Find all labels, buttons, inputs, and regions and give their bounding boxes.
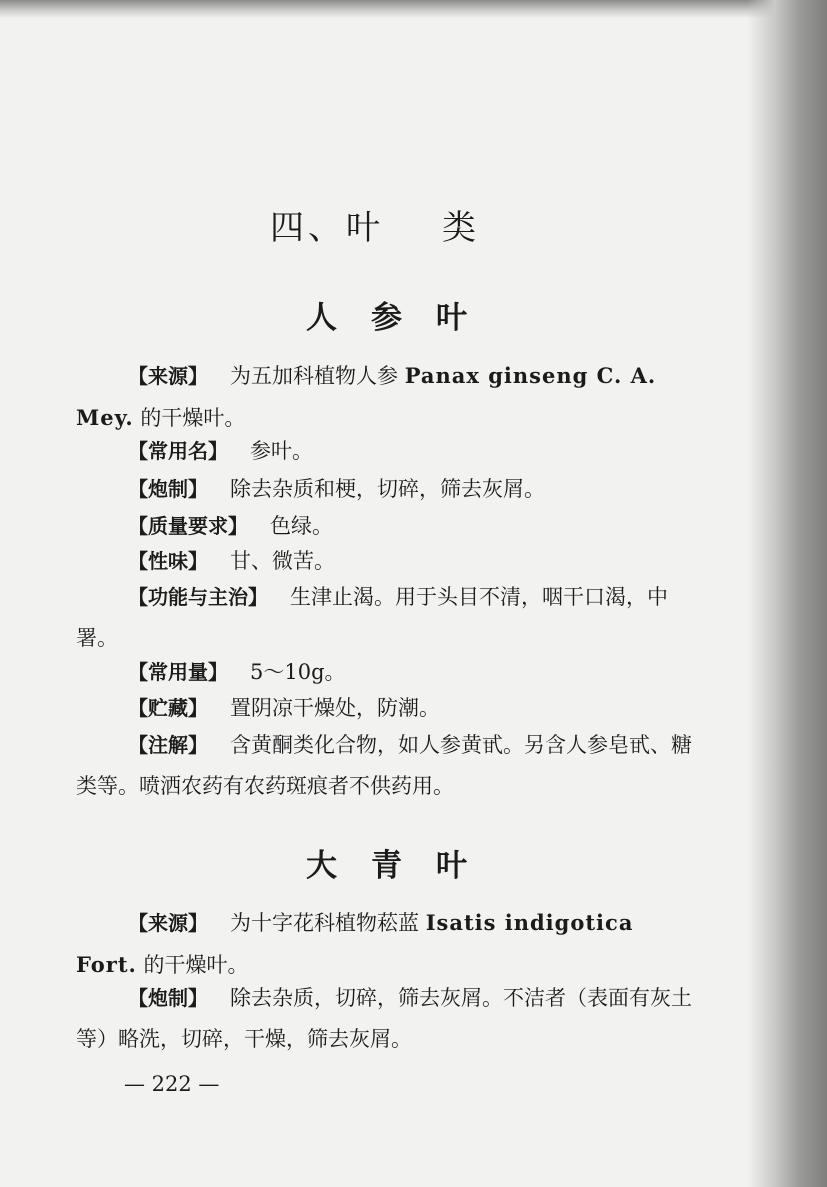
entry-tag: 【来源】	[128, 364, 208, 388]
entry-tag: 【功能与主治】	[128, 585, 268, 609]
entry-dosage	[76, 652, 698, 693]
entry-text: 为五加科植物人参	[230, 364, 405, 388]
entry-tag: 【性味】	[128, 549, 208, 573]
entry-tag: 【注解】	[128, 733, 208, 757]
entry-text: 含黄酮类化合物，如人参黄甙。另含人参皂甙、糖类等。喷洒农药有农药斑痕者不供药用。	[76, 733, 692, 798]
entry-text: 色绿。	[270, 514, 333, 538]
entry-storage	[76, 688, 698, 729]
entry-source	[76, 902, 698, 986]
entry-processing	[76, 978, 698, 1060]
entry-tag: 【来源】	[128, 911, 208, 935]
entry-processing	[76, 469, 698, 510]
section-title-renshenye: 人参叶	[306, 300, 501, 336]
entry-text: 5～10g。	[250, 660, 346, 684]
entry-text-after: 的干燥叶。	[133, 406, 246, 430]
entry-tag: 【质量要求】	[128, 514, 248, 538]
entry-text: 生津止渴。用于头目不清，咽干口渴，中署。	[76, 585, 668, 650]
entry-text: 除去杂质和梗，切碎，筛去灰屑。	[230, 477, 545, 501]
page-number: — 222 —	[124, 1072, 220, 1096]
section-title-daqingye: 大青叶	[306, 848, 501, 884]
entry-tag: 【常用量】	[128, 660, 228, 684]
latin-name: Isatis indigotica Fort.	[76, 910, 634, 977]
entry-common-name	[76, 431, 698, 472]
entry-text: 为十字花科植物菘蓝	[230, 911, 426, 935]
entry-text: 置阴凉干燥处，防潮。	[230, 696, 440, 720]
entry-text: 甘、微苦。	[230, 549, 335, 573]
chapter-heading-tail: 类	[442, 208, 480, 248]
latin-name: Panax ginseng C. A. Mey.	[76, 363, 657, 430]
entry-text: 除去杂质，切碎，筛去灰屑。不洁者（表面有灰土等）略洗，切碎，干燥，筛去灰屑。	[76, 986, 692, 1051]
entry-notes	[76, 725, 698, 807]
entry-source	[76, 355, 698, 439]
entry-tag: 【常用名】	[128, 439, 228, 463]
entry-function	[76, 577, 698, 659]
entry-text: 参叶。	[250, 439, 313, 463]
entry-tag: 【贮藏】	[128, 696, 208, 720]
entry-tag: 【炮制】	[128, 986, 208, 1010]
entry-nature-taste	[76, 541, 698, 582]
chapter-heading-main: 四、叶	[270, 208, 384, 248]
chapter-heading	[270, 200, 480, 249]
entry-text-after: 的干燥叶。	[136, 953, 249, 977]
entry-tag: 【炮制】	[128, 477, 208, 501]
